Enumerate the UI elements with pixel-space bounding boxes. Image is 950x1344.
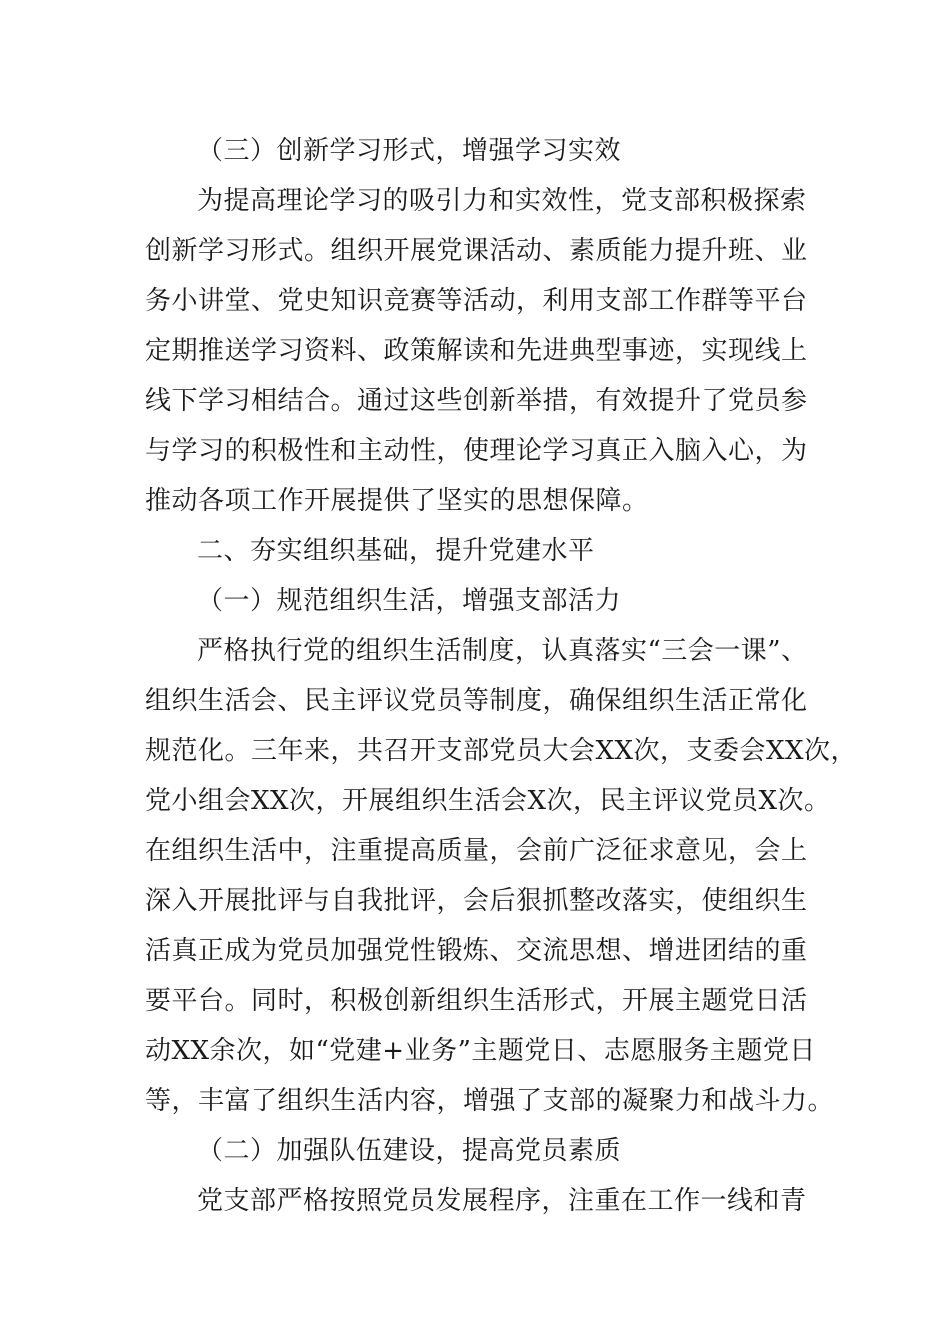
paragraph-organizational-life [145,626,858,1126]
paragraph-line: 深入开展批评与自我批评，会后狠抓整改落实，使组织生 [145,886,808,916]
paragraph-line: 组织生活会、民主评议党员等制度，确保组织生活正常化 [145,686,808,716]
paragraph-line: 在组织生活中，注重提高质量，会前广泛征求意见，会上 [145,836,808,866]
section-heading-one: （一）规范组织生活，增强支部活力 [197,586,622,616]
document-body [145,126,858,1226]
paragraph-team-building [145,1176,809,1226]
paragraph-line: 与学习的积极性和主动性，使理论学习真正入脑入心，为 [145,436,808,466]
chapter-heading-two: 二、夯实组织基础，提升党建水平 [197,536,595,566]
paragraph-line: 创新学习形式。组织开展党课活动、素质能力提升班、业 [145,236,808,266]
section-heading-three: （三）创新学习形式，增强学习实效 [197,136,622,166]
paragraph-line: 动XX余次，如“党建+业务”主题党日、志愿服务主题党日 [145,1036,816,1066]
paragraph-line: 线下学习相结合。通过这些创新举措，有效提升了党员参 [145,386,808,416]
section-heading-two: （二）加强队伍建设，提高党员素质 [197,1136,622,1166]
paragraph-line: 等，丰富了组织生活内容，增强了支部的凝聚力和战斗力。 [145,1086,835,1116]
paragraph-line: 推动各项工作开展提供了坚实的思想保障。 [145,486,649,516]
paragraph-line: 严格执行党的组织生活制度，认真落实“三会一课”、 [197,636,808,666]
paragraph-line: 要平台。同时，积极创新组织生活形式，开展主题党日活 [145,986,808,1016]
paragraph-line: 活真正成为党员加强党性锻炼、交流思想、增进团结的重 [145,936,808,966]
paragraph-innovative-learning [145,176,809,526]
paragraph-line: 规范化。三年来，共召开支部党员大会XX次，支委会XX次， [145,736,858,766]
paragraph-line: 务小讲堂、党史知识竞赛等活动，利用支部工作群等平台 [145,286,808,316]
paragraph-line: 为提高理论学习的吸引力和实效性，党支部积极探索 [197,186,807,216]
paragraph-line: 党支部严格按照党员发展程序，注重在工作一线和青 [197,1186,807,1216]
paragraph-line: 党小组会XX次，开展组织生活会X次，民主评议党员X次。 [145,786,831,816]
paragraph-line: 定期推送学习资料、政策解读和先进典型事迹，实现线上 [145,336,808,366]
